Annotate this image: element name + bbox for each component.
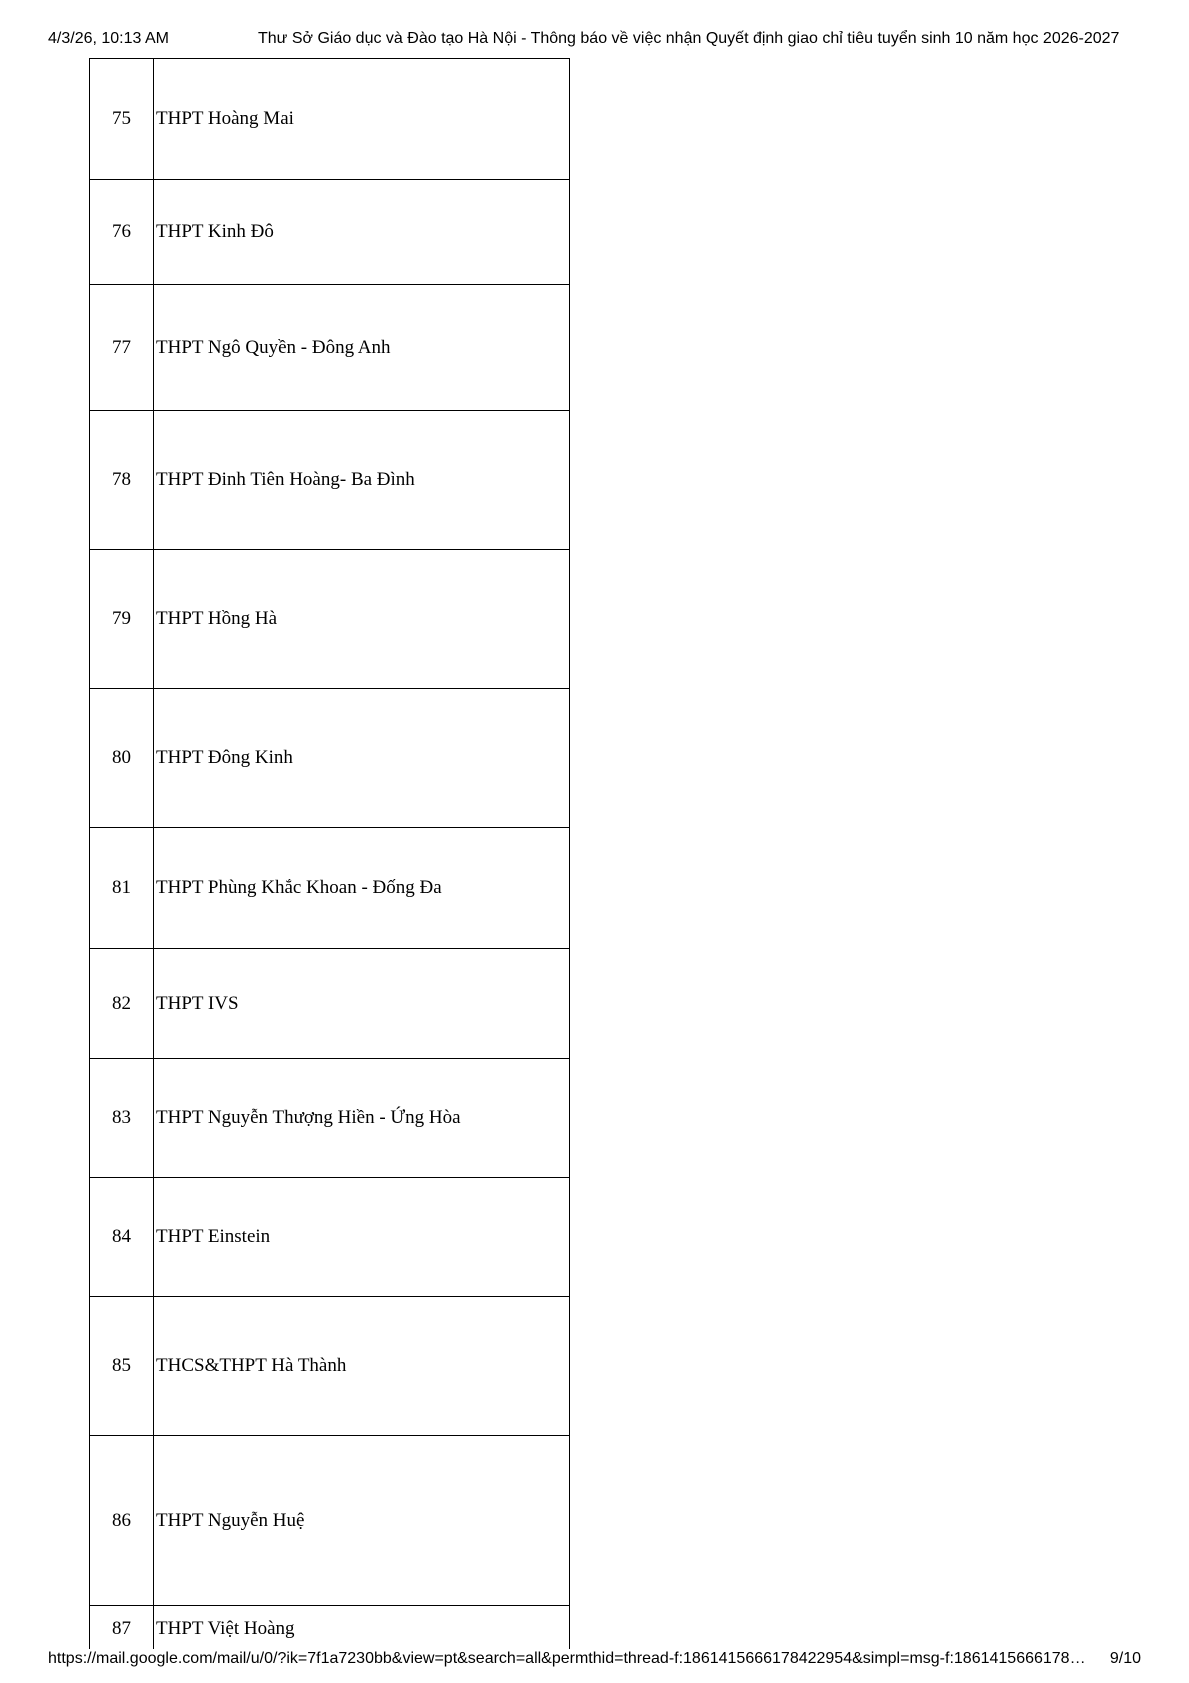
table-row bbox=[90, 411, 570, 550]
table-row bbox=[90, 689, 570, 828]
row-number: 78 bbox=[90, 411, 154, 550]
email-subject-title: Thư Sở Giáo dục và Đào tạo Hà Nội - Thông báo về việc nhận Quyết định giao chỉ tiêu tuyển sinh 10 năm học 2026-2027 bbox=[258, 30, 1120, 47]
print-header bbox=[48, 26, 1141, 56]
table-row bbox=[90, 1297, 570, 1436]
table-row bbox=[90, 550, 570, 689]
table-row bbox=[90, 1436, 570, 1606]
school-name: THPT Ngô Quyền - Đông Anh bbox=[154, 285, 570, 411]
school-name: THPT Einstein bbox=[154, 1178, 570, 1297]
table-row bbox=[90, 1606, 570, 1650]
row-number: 75 bbox=[90, 59, 154, 180]
school-name: THPT Đinh Tiên Hoàng- Ba Đình bbox=[154, 411, 570, 550]
print-date: 4/3/26, 10:13 AM bbox=[48, 30, 169, 47]
row-number: 76 bbox=[90, 180, 154, 285]
school-name: THPT Hồng Hà bbox=[154, 550, 570, 689]
row-number: 77 bbox=[90, 285, 154, 411]
school-name: THPT Nguyễn Thượng Hiền - Ứng Hòa bbox=[154, 1059, 570, 1178]
page-number: 9/10 bbox=[1109, 1650, 1141, 1667]
table-row bbox=[90, 828, 570, 949]
school-name: THPT Phùng Khắc Khoan - Đống Đa bbox=[154, 828, 570, 949]
school-name: THPT Kinh Đô bbox=[154, 180, 570, 285]
school-name: THCS&THPT Hà Thành bbox=[154, 1297, 570, 1436]
school-table-container bbox=[89, 58, 570, 1649]
page-url: https://mail.google.com/mail/u/0/?ik=7f1a7230bb&view=pt&search=all&permthid=thread-f:1861415666178422954&simpl=msg-f:1861415666178… bbox=[48, 1650, 1086, 1667]
table-row bbox=[90, 285, 570, 411]
table-row bbox=[90, 180, 570, 285]
row-number: 84 bbox=[90, 1178, 154, 1297]
row-number: 82 bbox=[90, 949, 154, 1059]
row-number: 79 bbox=[90, 550, 154, 689]
school-name: THPT Hoàng Mai bbox=[154, 59, 570, 180]
row-number: 85 bbox=[90, 1297, 154, 1436]
table-row bbox=[90, 59, 570, 180]
row-number: 81 bbox=[90, 828, 154, 949]
school-table bbox=[89, 58, 570, 1649]
table-row bbox=[90, 1178, 570, 1297]
school-name: THPT Đông Kinh bbox=[154, 689, 570, 828]
print-footer bbox=[48, 1646, 1141, 1676]
school-name: THPT Việt Hoàng bbox=[154, 1606, 570, 1650]
row-number: 87 bbox=[90, 1606, 154, 1650]
row-number: 80 bbox=[90, 689, 154, 828]
row-number: 86 bbox=[90, 1436, 154, 1606]
row-number: 83 bbox=[90, 1059, 154, 1178]
school-name: THPT IVS bbox=[154, 949, 570, 1059]
table-row bbox=[90, 1059, 570, 1178]
school-name: THPT Nguyễn Huệ bbox=[154, 1436, 570, 1606]
table-row bbox=[90, 949, 570, 1059]
